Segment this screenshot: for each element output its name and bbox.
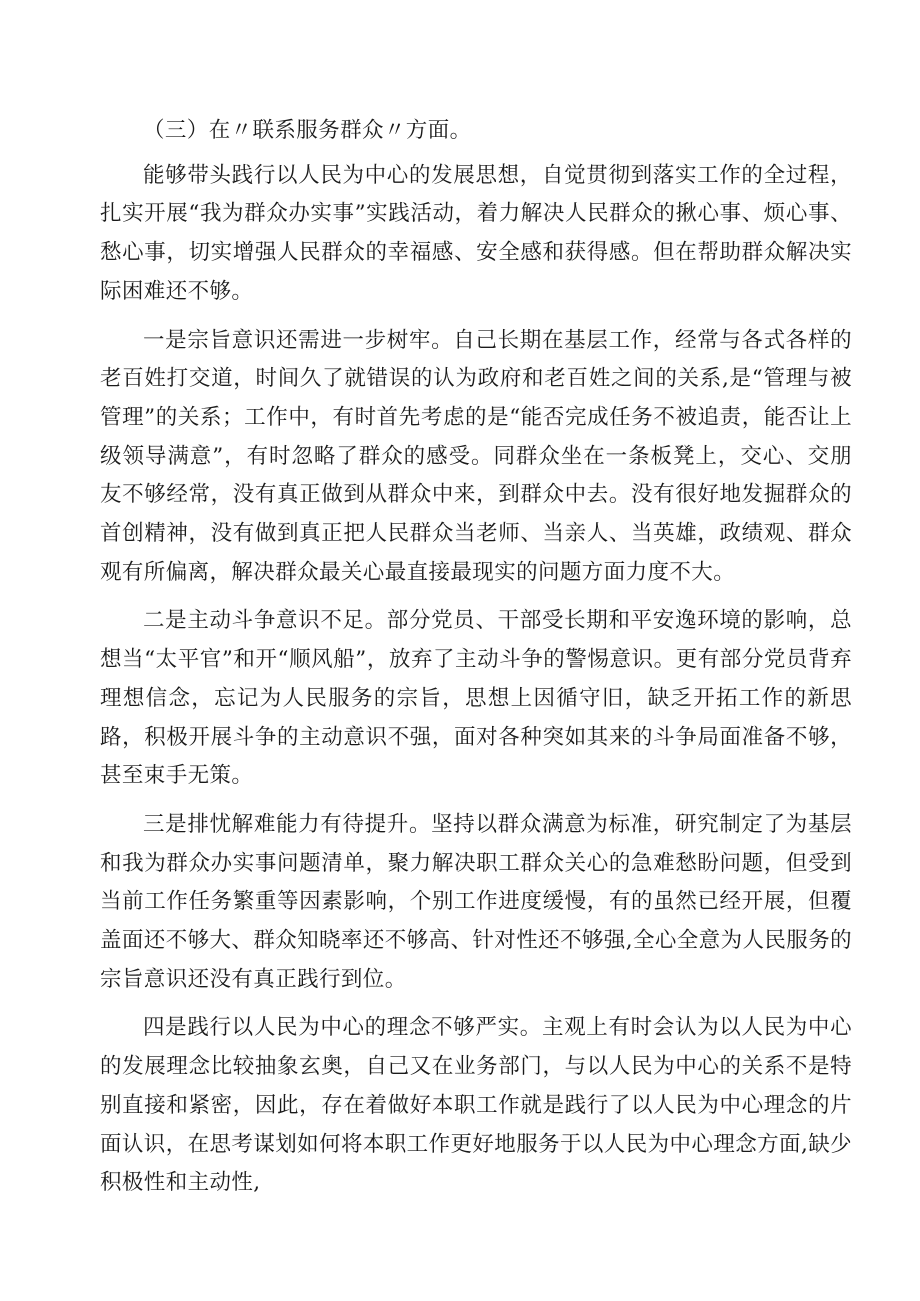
document-body xyxy=(100,112,852,1213)
paragraph-point-4: 四是践行以人民为中心的理念不够严实。主观上有时会认为以人民为中心的发展理念比较抽象玄奥，自己又在业务部门，与以人民为中心的关系不是特别直接和紧密，因此，存在着做好本职工作就是践行了以人民为中心理念的片面认识，在思考谋划如何将本职工作更好地服务于以人民为中心理念方面,缺少积极性和主动性, xyxy=(100,1015,852,1196)
paragraph-point-2: 二是主动斗争意识不足。部分党员、干部受长期和平安逸环境的影响，总想当“太平官”和开“顺风船”，放弃了主动斗争的警惕意识。更有部分党员背弃理想信念，忘记为人民服务的宗旨，思想上因循守旧，缺乏开拓工作的新思路，积极开展斗争的主动意识不强，面对各种突如其来的斗争局面准备不够，甚至束手无策。 xyxy=(100,608,852,789)
paragraph-point-1: 一是宗旨意识还需进一步树牢。自己长期在基层工作，经常与各式各样的老百姓打交道，时间久了就错误的认为政府和老百姓之间的关系,是“管理与被管理”的关系；工作中，有时首先考虑的是“能否完成任务不被追责，能否让上级领导满意”，有时忽略了群众的感受。同群众坐在一条板凳上，交心、交朋友不够经常，没有真正做到从群众中来，到群众中去。没有很好地发掘群众的首创精神，没有做到真正把人民群众当老师、当亲人、当英雄，政绩观、群众观有所偏离，解决群众最关心最直接最现实的问题方面力度不大。 xyxy=(100,327,852,585)
paragraph-intro: 能够带头践行以人民为中心的发展思想，自觉贯彻到落实工作的全过程，扎实开展“我为群众办实事”实践活动，着力解决人民群众的揪心事、烦心事、愁心事，切实增强人民群众的幸福感、安全感和获得感。但在帮助群众解决实际困难还不够。 xyxy=(100,162,852,304)
paragraph-point-3: 三是排忧解难能力有待提升。坚持以群众满意为标准，研究制定了为基层和我为群众办实事问题清单，聚力解决职工群众关心的急难愁盼问题，但受到当前工作任务繁重等因素影响，个别工作进度缓慢，有的虽然已经开展，但覆盖面还不够大、群众知晓率还不够高、针对性还不够强,全心全意为人民服务的宗旨意识还没有真正践行到位。 xyxy=(100,811,852,992)
section-heading: （三）在〃联系服务群众〃方面。 xyxy=(143,118,472,143)
